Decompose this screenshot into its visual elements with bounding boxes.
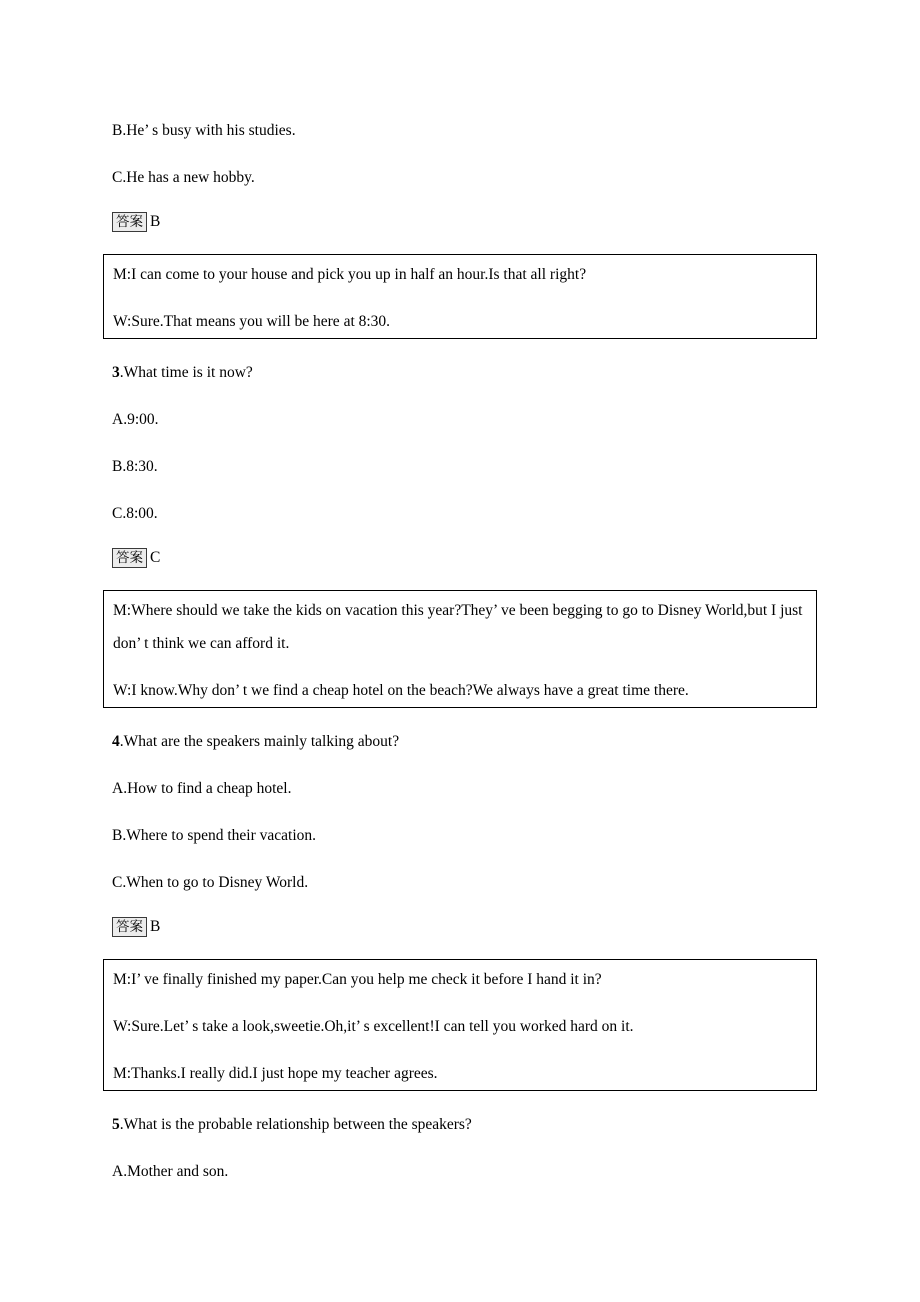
dialogue-line-w: W:I know.Why don’ t we find a cheap hotel on the beach?We always have a great time there. bbox=[113, 682, 689, 699]
answer-label-badge: 答案 bbox=[112, 917, 147, 937]
dialogue-line-m: M:Where should we take the kids on vacation this year?They’ ve been begging to go to Disney World,but I just don’ t think we can afford it. bbox=[113, 602, 803, 652]
question-5-text: .What is the probable relationship between the speakers? bbox=[119, 1116, 472, 1133]
question-5-number: 5 bbox=[112, 1116, 120, 1133]
q3-option-c: C.8:00. bbox=[112, 505, 158, 522]
q4-option-a: A.How to find a cheap hotel. bbox=[112, 780, 292, 797]
dialogue-line-w: W:Sure.That means you will be here at 8:30. bbox=[113, 313, 391, 330]
dialogue-box-5 bbox=[103, 959, 817, 1091]
dialogue-line-m: M:I can come to your house and pick you up in half an hour.Is that all right? bbox=[113, 266, 587, 283]
q2-answer-row bbox=[103, 211, 817, 232]
q3-option-a: A.9:00. bbox=[112, 411, 159, 428]
q3-option-b: B.8:30. bbox=[112, 458, 158, 475]
q2-option-c: C.He has a new hobby. bbox=[112, 169, 255, 186]
question-4-number: 4 bbox=[112, 733, 120, 750]
answer-label-badge: 答案 bbox=[112, 548, 147, 568]
dialogue-box-3 bbox=[103, 254, 817, 339]
q4-option-b: B.Where to spend their vacation. bbox=[112, 827, 317, 844]
question-3 bbox=[103, 363, 817, 382]
dialogue-line-m1: M:I’ ve finally finished my paper.Can you help me check it before I hand it in? bbox=[113, 971, 602, 988]
q5-option-a: A.Mother and son. bbox=[112, 1163, 229, 1180]
question-5 bbox=[103, 1115, 817, 1134]
q3-answer-row bbox=[103, 547, 817, 568]
dialogue-box-4 bbox=[103, 590, 817, 708]
question-3-number: 3 bbox=[112, 364, 120, 381]
q4-answer-row bbox=[103, 916, 817, 937]
q3-answer-letter: C bbox=[150, 549, 161, 566]
question-4 bbox=[103, 732, 817, 751]
q4-option-c: C.When to go to Disney World. bbox=[112, 874, 309, 891]
q2-answer-letter: B bbox=[150, 213, 161, 230]
dialogue-line-m2: M:Thanks.I really did.I just hope my teacher agrees. bbox=[113, 1065, 438, 1082]
answer-label-badge: 答案 bbox=[112, 212, 147, 232]
question-3-text: .What time is it now? bbox=[119, 364, 253, 381]
question-4-text: .What are the speakers mainly talking about? bbox=[119, 733, 400, 750]
q2-option-b: B.He’ s busy with his studies. bbox=[112, 122, 296, 139]
q4-answer-letter: B bbox=[150, 918, 161, 935]
dialogue-line-w: W:Sure.Let’ s take a look,sweetie.Oh,it’ s excellent!I can tell you worked hard on it. bbox=[113, 1018, 634, 1035]
